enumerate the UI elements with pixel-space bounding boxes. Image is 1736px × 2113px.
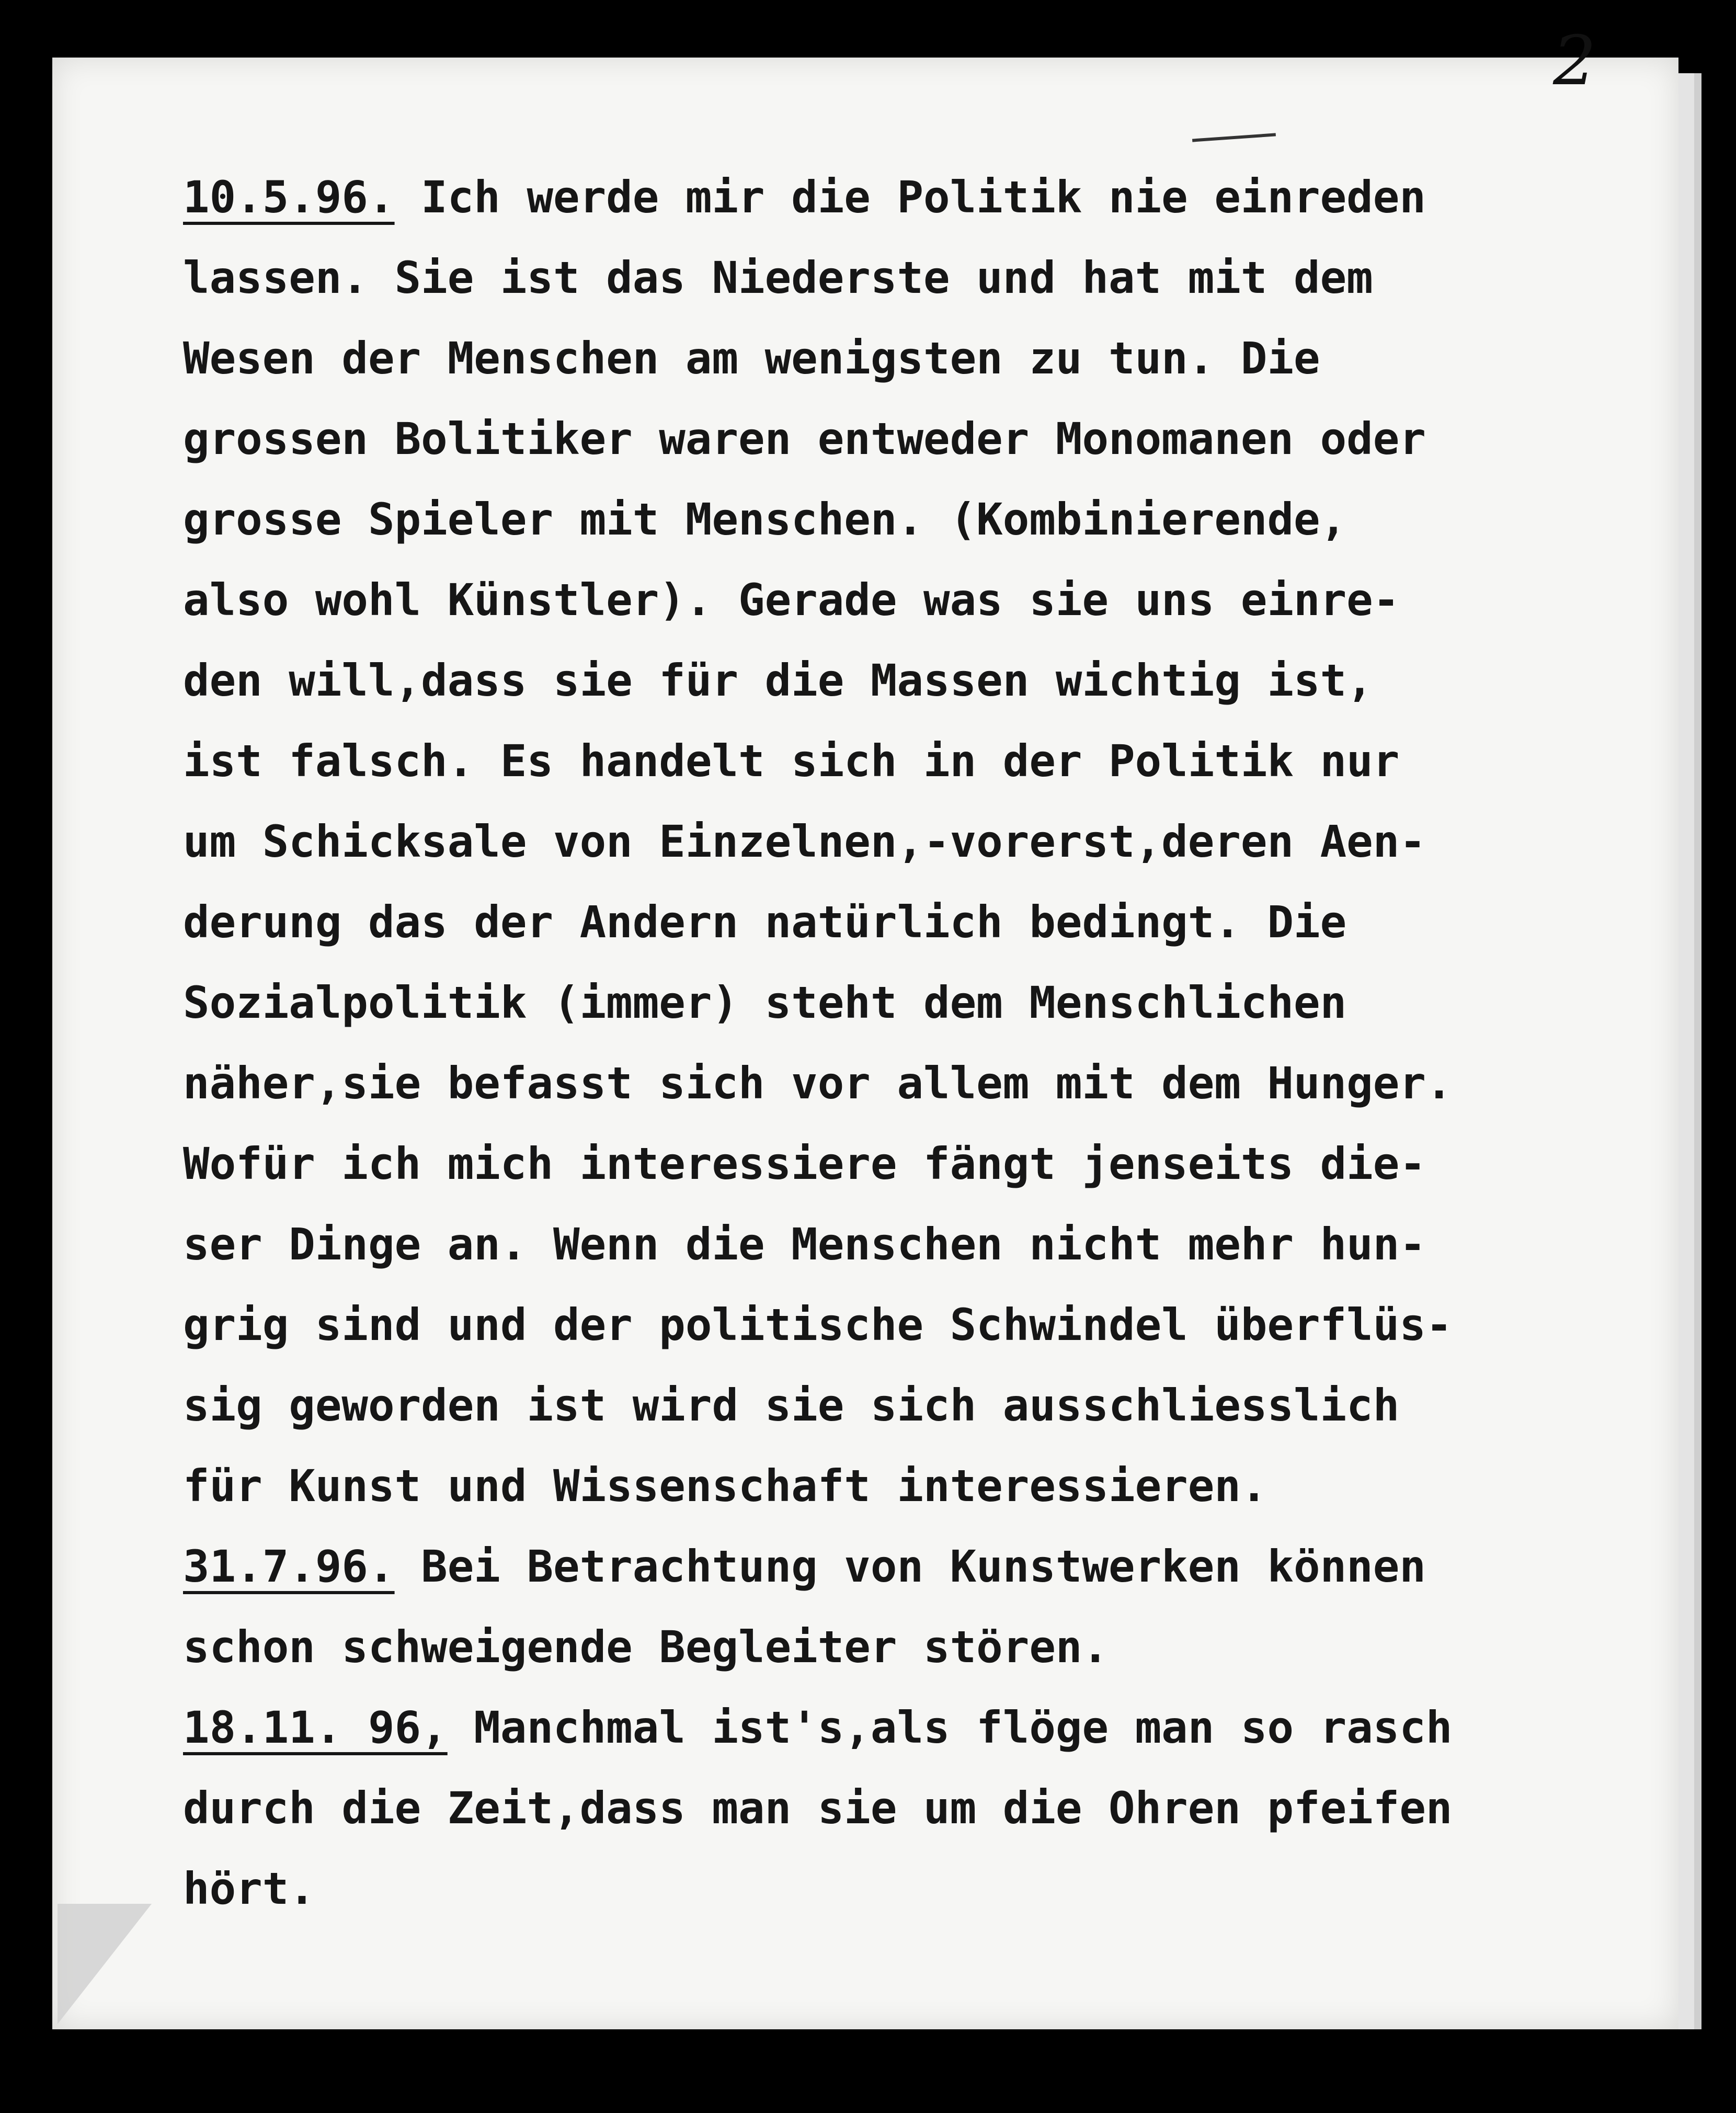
entry-line [183, 157, 1553, 237]
entry-line: lassen. Sie ist das Niederste und hat mit dem [183, 252, 1373, 303]
entry-line: um Schicksale von Einzelnen,-vorerst,deren Aen- [183, 816, 1426, 867]
entry-text: Ich werde mir die Politik nie einreden [394, 172, 1426, 223]
entry-line: ist falsch. Es handelt sich in der Politik nur [183, 735, 1400, 787]
folded-corner [58, 1904, 152, 2024]
entry-line: hört. [183, 1863, 315, 1914]
entry-line: grig sind und der politische Schwindel überflüs- [183, 1299, 1453, 1350]
entry-line: für Kunst und Wissenschaft interessieren. [183, 1460, 1267, 1512]
entry-line: Wesen der Menschen am wenigsten zu tun. Die [183, 333, 1320, 384]
entry-line: schon schweigende Begleiter stören. [183, 1621, 1109, 1673]
entry-line: den will,dass sie für die Massen wichtig ist, [183, 655, 1373, 706]
entry-text: Bei Betrachtung von Kunstwerken können [394, 1541, 1426, 1592]
entry-line: näher,sie befasst sich vor allem mit dem Hunger. [183, 1058, 1453, 1109]
entry-line: grosse Spieler mit Menschen. (Kombinierende, [183, 494, 1347, 545]
entry-line [183, 1526, 1553, 1607]
entry-line: derung das der Andern natürlich bedingt. Die [183, 896, 1347, 948]
typed-text [183, 157, 1553, 1929]
entry-date: 31.7.96. [183, 1541, 395, 1592]
page-number: 2 [1553, 21, 1596, 100]
pen-mark [1192, 133, 1276, 142]
entry-text: Manchmal ist's,als flöge man so rasch [447, 1702, 1453, 1753]
entry-line: ser Dinge an. Wenn die Menschen nicht mehr hun- [183, 1219, 1426, 1270]
entry-line: sig geworden ist wird sie sich ausschliesslich [183, 1380, 1400, 1431]
entry-line: also wohl Künstler). Gerade was sie uns einre- [183, 574, 1400, 626]
entry-line: Wofür ich mich interessiere fängt jenseits die- [183, 1138, 1426, 1189]
entry-line: durch die Zeit,dass man sie um die Ohren pfeifen [183, 1782, 1453, 1834]
entry-line: Sozialpolitik (immer) steht dem Menschlichen [183, 977, 1347, 1028]
entry-line [183, 1687, 1553, 1768]
entry-date: 18.11. 96, [183, 1702, 448, 1753]
entry-date: 10.5.96. [183, 172, 395, 223]
entry-line: grossen Bolitiker waren entweder Monomanen oder [183, 413, 1426, 464]
